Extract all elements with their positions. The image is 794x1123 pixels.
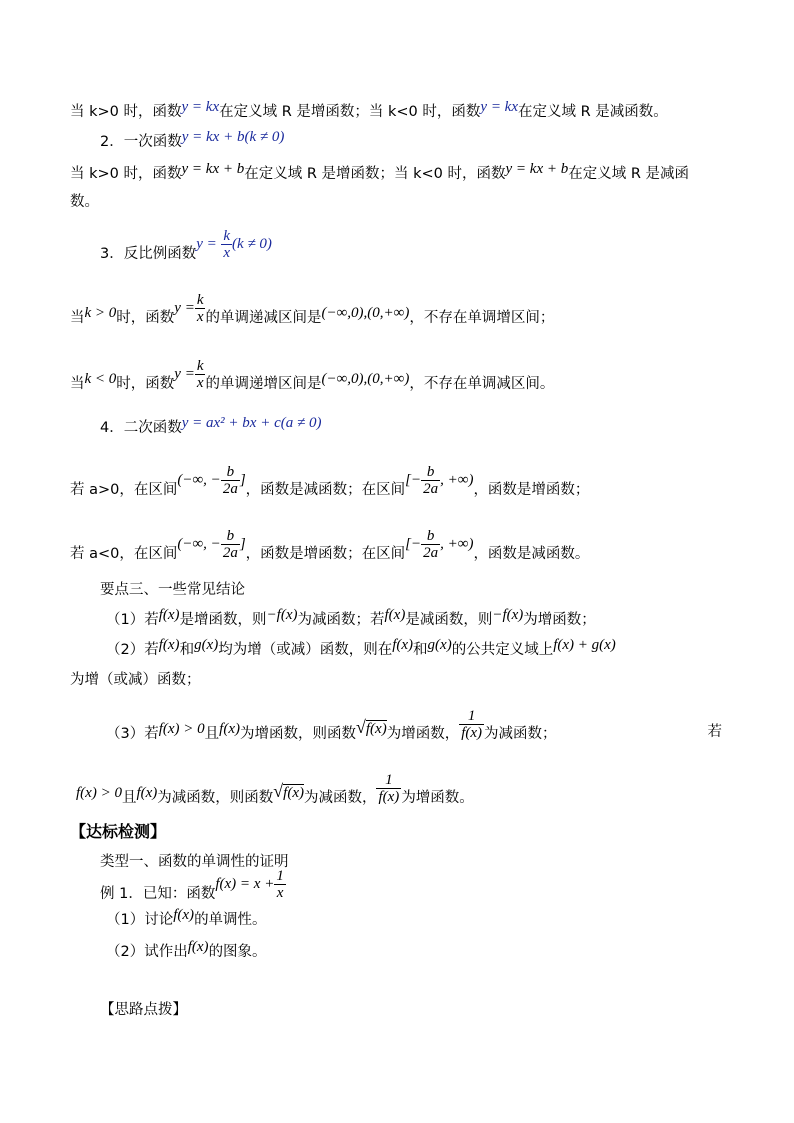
formula: y = bbox=[196, 236, 217, 252]
interval: [− bbox=[405, 472, 422, 488]
formula: y = ax² + bx + c(a ≠ 0) bbox=[181, 415, 322, 431]
paragraph-linear-monotonic bbox=[70, 161, 690, 184]
item-label: 3．反比例函数 bbox=[100, 246, 197, 262]
text: ，函数是增函数；在区间 bbox=[245, 546, 406, 562]
interval: ] bbox=[239, 536, 246, 552]
paragraph-linear-cont bbox=[70, 192, 99, 212]
conclusion-2-cont: 为增（或减）函数； bbox=[70, 672, 201, 688]
fraction: $\frac{k}{x}$ bbox=[196, 357, 204, 391]
formula: y = kx + b(k ≠ 0) bbox=[181, 129, 285, 145]
example-1: 例 1．已知：函数f(x) = x + $\frac{1}{x}$ bbox=[100, 867, 284, 902]
formula: y = kx bbox=[480, 99, 519, 115]
text: 当 k>0 时，函数 bbox=[70, 104, 182, 120]
fraction: $\frac{1}{x}$ bbox=[276, 867, 284, 901]
item-quadratic-function bbox=[100, 415, 322, 438]
text: 在定义域 R 是增函数；当 k<0 时，函数 bbox=[244, 166, 506, 182]
text: ，函数是减函数；在区间 bbox=[245, 482, 406, 498]
text: ，函数是增函数； bbox=[473, 482, 590, 498]
fraction: $\frac{b}{2a}$ bbox=[423, 527, 439, 561]
text: 当 bbox=[70, 376, 85, 392]
fraction: $\frac{k}{x}$ bbox=[223, 227, 231, 261]
fraction: $\frac{b}{2a}$ bbox=[423, 463, 439, 497]
example-1-q2: （2）试作出f(x)的图象。 bbox=[106, 939, 267, 960]
text: 若 a>0，在区间 bbox=[70, 482, 178, 498]
conclusion-1: （1）若f(x)是增函数，则−f(x)为减函数；若f(x)是减函数，则−f(x)为增函数； bbox=[106, 607, 596, 628]
text: 的单调递增区间是 bbox=[205, 376, 322, 392]
formula: k < 0 bbox=[84, 371, 117, 387]
formula: y = kx + b bbox=[505, 161, 569, 177]
hint-heading: 【思路点拨】 bbox=[100, 1002, 187, 1018]
text: 在定义域 R 是减函 bbox=[568, 166, 690, 182]
conclusion-3-cont: f(x) > 0且f(x)为减函数，则函数√f(x)为减函数， $\frac{1}{f(x)}$ 为增函数。 bbox=[76, 771, 474, 806]
paragraph-quadratic-a-negative bbox=[70, 527, 590, 572]
formula: y = kx + b bbox=[181, 161, 245, 177]
item-linear-function bbox=[100, 129, 285, 152]
paragraph-linear-direct bbox=[70, 99, 668, 122]
formula: y = bbox=[174, 366, 195, 382]
fraction: $\frac{b}{2a}$ bbox=[222, 527, 238, 561]
text: ，函数是减函数。 bbox=[473, 546, 590, 562]
section-title-point3: 要点三、一些常见结论 bbox=[100, 582, 245, 598]
fraction: $\frac{k}{x}$ bbox=[196, 291, 204, 325]
text: 在定义域 R 是减函数。 bbox=[518, 104, 668, 120]
interval: , +∞) bbox=[440, 472, 474, 488]
interval: (−∞, − bbox=[177, 536, 221, 552]
text: 在定义域 R 是增函数；当 k<0 时，函数 bbox=[219, 104, 481, 120]
conclusion-3: （3）若f(x) > 0且f(x)为增函数，则函数√f(x)为增函数， $\frac{1}{f(x)}$ 为减函数； 若 bbox=[106, 707, 722, 742]
fraction: $\frac{b}{2a}$ bbox=[222, 463, 238, 497]
formula: y = kx bbox=[181, 99, 220, 115]
text: ，不存在单调增区间； bbox=[409, 310, 555, 326]
interval: [− bbox=[405, 536, 422, 552]
type-title: 类型一、函数的单调性的证明 bbox=[100, 854, 289, 870]
paragraph-inverse-k-negative bbox=[70, 357, 555, 402]
interval: ] bbox=[239, 472, 246, 488]
text: 时，函数 bbox=[116, 376, 175, 392]
text: ，不存在单调减区间。 bbox=[409, 376, 555, 392]
item-label: 4．二次函数 bbox=[100, 420, 182, 436]
formula: (−∞,0),(0,+∞) bbox=[321, 305, 410, 321]
text: 若 a<0，在区间 bbox=[70, 546, 178, 562]
formula: y = bbox=[174, 300, 195, 316]
text: 当 k>0 时，函数 bbox=[70, 166, 182, 182]
formula: (−∞,0),(0,+∞) bbox=[321, 371, 410, 387]
text: 数。 bbox=[70, 194, 99, 210]
paragraph-quadratic-a-positive bbox=[70, 463, 590, 508]
text: 当 bbox=[70, 310, 85, 326]
conclusion-2: （2）若f(x)和g(x)均为增（或减）函数，则在f(x)和g(x)的公共定义域上f(x) + g(x) bbox=[106, 637, 616, 658]
paragraph-inverse-k-positive bbox=[70, 291, 555, 336]
text: 的单调递减区间是 bbox=[205, 310, 322, 326]
formula: (k ≠ 0) bbox=[232, 236, 272, 252]
interval: , +∞) bbox=[440, 536, 474, 552]
formula: k > 0 bbox=[84, 305, 117, 321]
item-label: 2．一次函数 bbox=[100, 134, 182, 150]
item-inverse-proportional bbox=[100, 227, 272, 272]
text: 时，函数 bbox=[116, 310, 175, 326]
fraction: $\frac{1}{f(x)}$ bbox=[461, 707, 483, 741]
fraction: $\frac{1}{f(x)}$ bbox=[378, 771, 400, 805]
example-1-q1: （1）讨论f(x)的单调性。 bbox=[106, 907, 267, 928]
interval: (−∞, − bbox=[177, 472, 221, 488]
section-heading: 【达标检测】 bbox=[70, 822, 167, 841]
